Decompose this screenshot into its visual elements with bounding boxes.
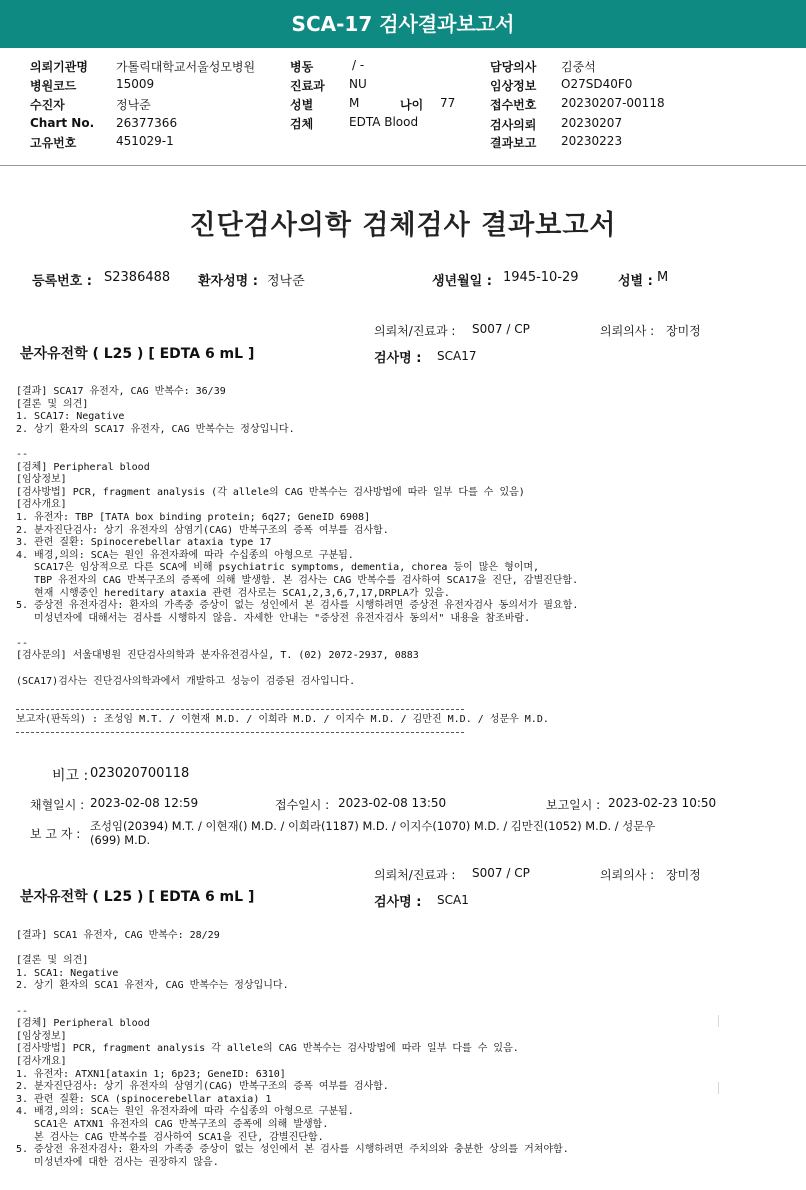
report-line: [검사문의] 서울대병원 진단검사의학과 분자유전검사실, T. (02) 2072-2937, 0883 <box>16 650 419 662</box>
report-line: [검체] Peripheral blood <box>16 1018 150 1030</box>
report-line: 미성년자에 대해서는 검사를 시행하지 않음. 자세한 안내는 "증상전 유전자검사 동의서" 내용을 참조바람. <box>16 612 531 624</box>
s1-reporter-line: 보고자(판독의) : 조성임 M.T. / 이현재 M.D. / 이희라 M.D. / 이지수 M.D. / 김만진 M.D. / 성문우 M.D. <box>16 714 549 725</box>
chart-no-value: 26377366 <box>116 116 178 130</box>
s2-doctor-value: 장미정 <box>666 868 701 882</box>
s1-test-name-label: 검사명 : <box>374 351 422 366</box>
report-line: 5. 증상전 유전자검사: 환자의 가족중 증상이 없는 성인에서 본 검사를 시행하려면 주치의와 충분한 상의를 거쳐야함. <box>16 1144 569 1156</box>
attending-doctor-value: 김중석 <box>561 60 596 74</box>
report-line: [검체] Peripheral blood <box>16 461 150 473</box>
report-line: [임상정보] <box>16 474 67 486</box>
department-label: 진료과 <box>290 79 325 93</box>
examinee-label: 수진자 <box>30 98 65 112</box>
registration-label: 등록번호 : <box>32 274 92 289</box>
patient-name-label: 환자성명 : <box>198 274 258 289</box>
report-line: 2. 상기 환자의 SCA17 유전자, CAG 반복수는 정상입니다. <box>16 423 295 435</box>
dob-label: 생년월일 : <box>432 274 492 289</box>
ward-value: / - <box>352 58 365 72</box>
report-line <box>16 625 578 638</box>
scan-artifact <box>718 1015 719 1027</box>
report-line: [검사방법] PCR, fragment analysis 각 allele의 CAG 반복수는 검사방법에 따라 일부 다를 수 있음. <box>16 1043 519 1055</box>
report-line <box>16 663 578 676</box>
specimen-label: 검체 <box>290 117 314 131</box>
report-line: [결론 및 의견] <box>16 398 89 410</box>
hospital-code-value: 15009 <box>116 77 155 91</box>
report-line: 3. 관련 질환: Spinocerebellar ataxia type 17 <box>16 537 272 549</box>
s1-section-title: 분자유전학 ( L25 ) [ EDTA 6 mL ] <box>20 346 255 362</box>
ward-label: 병동 <box>290 60 314 74</box>
report-line: 2. 분자진단검사: 상기 유전자의 삼염기(CAG) 반복구조의 증폭 여부를 검사함. <box>16 1081 389 1093</box>
dob-value: 1945-10-29 <box>503 270 579 285</box>
report-sex-value: M <box>657 270 669 285</box>
department-value: NU <box>349 77 367 91</box>
reporter-value-cont: (699) M.D. <box>90 833 151 847</box>
patient-header <box>0 48 806 166</box>
report-line: 2. 분자진단검사: 상기 유전자의 삼염기(CAG) 반복구조의 증폭 여부를 검사함. <box>16 524 389 536</box>
registration-value: S2386488 <box>104 270 171 285</box>
report-line: 4. 배경,의의: SCA는 원인 유전자좌에 따라 수십종의 아형으로 구분됨. <box>16 549 354 561</box>
chart-no-label: Chart No. <box>30 116 95 130</box>
dashed-divider <box>16 709 464 710</box>
unique-no-value: 451029-1 <box>116 134 174 148</box>
report-line: [결과] SCA17 유전자, CAG 반복수: 36/39 <box>16 386 226 397</box>
report-main-title: 진단검사의학 검체검사 결과보고서 <box>189 210 617 241</box>
receipt-no-label: 접수번호 <box>490 98 537 112</box>
remark-value: 023020700118 <box>90 766 190 781</box>
result-report-value: 20230223 <box>561 134 623 148</box>
s1-test-name-value: SCA17 <box>437 349 477 363</box>
report-line: 5. 증상전 유전자검사: 환자의 가족중 증상이 없는 성인에서 본 검사를 시행하려면 증상전 유전자검사 동의서가 필요함. <box>16 600 579 612</box>
clinical-info-value: O27SD40F0 <box>561 77 633 91</box>
report-line: 현재 시행중인 hereditary ataxia 관련 검사로는 SCA1,2,3,6,7,17,DRPLA가 있음. <box>16 587 450 599</box>
report-title-bar: SCA-17 검사결과보고서 <box>0 0 806 48</box>
specimen-value: EDTA Blood <box>349 115 419 129</box>
report-line <box>16 993 569 1006</box>
report-time-value: 2023-02-23 10:50 <box>608 796 717 810</box>
age-value: 77 <box>440 96 456 110</box>
report-line: [결론 및 의견] <box>16 955 89 967</box>
receipt-no-value: 20230207-00118 <box>561 96 665 110</box>
s2-test-name-label: 검사명 : <box>374 895 422 910</box>
report-line: -- <box>16 448 29 460</box>
report-line: 2. 상기 환자의 SCA1 유전자, CAG 반복수는 정상입니다. <box>16 980 289 992</box>
report-line: SCA17은 임상적으로 다른 SCA에 비해 psychiatric symptoms, dementia, chorea 등이 많은 형이며, <box>16 562 540 574</box>
s1-result-body <box>16 386 578 688</box>
report-line: 1. 유전자: ATXN1[ataxin 1; 6p23; GeneID: 6310] <box>16 1068 286 1080</box>
receipt-time-value: 2023-02-08 13:50 <box>338 796 447 810</box>
report-line: 1. SCA17: Negative <box>16 411 125 423</box>
report-line: -- <box>16 1005 29 1017</box>
report-line <box>16 943 569 956</box>
report-line: TBP 유전자의 CAG 반복구조의 증폭에 의해 발생함. 본 검사는 CAG 반복수를 검사하여 SCA17을 진단, 감별진단함. <box>16 574 579 586</box>
s2-dept-label: 의뢰처/진료과 : <box>374 868 456 882</box>
s1-doctor-label: 의뢰의사 : <box>600 324 655 338</box>
age-label: 나이 <box>400 98 424 112</box>
sex-label: 성별 <box>290 98 314 112</box>
dashed-divider <box>16 732 464 733</box>
reporter-value: 조성임(20394) M.T. / 이현재() M.D. / 이희라(1187) M.D. / 이지수(1070) M.D. / 김만진(1052) M.D. / 성문우 <box>90 819 656 833</box>
report-line: SCA1은 ATXN1 유전자의 CAG 반복구조의 증폭에 의해 발생함. <box>16 1118 329 1130</box>
report-line: [검사방법] PCR, fragment analysis (각 allele의 CAG 반복수는 검사방법에 따라 일부 다를 수 있음) <box>16 486 525 498</box>
s2-result-body <box>16 930 569 1169</box>
report-line: 본 검사는 CAG 반복수를 검사하여 SCA1을 진단, 감별진단함. <box>16 1131 324 1143</box>
result-report-label: 결과보고 <box>490 136 537 150</box>
report-line: 3. 관련 질환: SCA (spinocerebellar ataxia) 1 <box>16 1093 272 1105</box>
s2-doctor-label: 의뢰의사 : <box>600 868 655 882</box>
report-sex-label: 성별 : <box>618 274 653 289</box>
report-line: -- <box>16 637 29 649</box>
s1-dept-label: 의뢰처/진료과 : <box>374 324 456 338</box>
report-time-label: 보고일시 : <box>546 798 601 812</box>
report-line: 1. 유전자: TBP [TATA box binding protein; 6q27; GeneID 6908] <box>16 511 371 523</box>
collection-time-value: 2023-02-08 12:59 <box>90 796 199 810</box>
report-line <box>16 436 578 449</box>
receipt-time-label: 접수일시 : <box>275 798 330 812</box>
report-line: 4. 배경,의의: SCA는 원인 유전자좌에 따라 수십종의 아형으로 구분됨. <box>16 1106 354 1118</box>
request-date-value: 20230207 <box>561 116 623 130</box>
attending-doctor-label: 담당의사 <box>490 60 537 74</box>
report-line: 1. SCA1: Negative <box>16 967 119 979</box>
report-line: [결과] SCA1 유전자, CAG 반복수: 28/29 <box>16 930 220 941</box>
reporter-label: 보 고 자 : <box>30 827 81 841</box>
patient-name-value: 정낙준 <box>267 274 305 289</box>
report-line: [검사개요] <box>16 1055 67 1067</box>
s2-dept-value: S007 / CP <box>472 866 530 880</box>
unique-no-label: 고유번호 <box>30 136 77 150</box>
report-line: [임상정보] <box>16 1030 67 1042</box>
collection-time-label: 채혈일시 : <box>30 798 85 812</box>
sex-value: M <box>349 96 360 110</box>
report-line: 미성년자에 대한 검사는 권장하지 않음. <box>16 1156 219 1168</box>
s1-dept-value: S007 / CP <box>472 322 530 336</box>
hospital-label: 의뢰기관명 <box>30 60 88 74</box>
report-line: [검사개요] <box>16 499 67 511</box>
request-date-label: 검사의뢰 <box>490 118 537 132</box>
hospital-value: 가톨릭대학교서울성모병원 <box>116 60 256 74</box>
scan-artifact <box>718 1082 719 1094</box>
hospital-code-label: 병원코드 <box>30 79 77 93</box>
s2-test-name-value: SCA1 <box>437 893 469 907</box>
remark-label: 비고 : <box>52 768 89 784</box>
s2-section-title: 분자유전학 ( L25 ) [ EDTA 6 mL ] <box>20 889 255 905</box>
report-line: (SCA17)검사는 진단검사의학과에서 개발하고 성능이 검증된 검사입니다. <box>16 675 356 687</box>
s1-doctor-value: 장미정 <box>666 324 701 338</box>
examinee-value: 정낙준 <box>116 98 151 112</box>
clinical-info-label: 임상정보 <box>490 79 537 93</box>
